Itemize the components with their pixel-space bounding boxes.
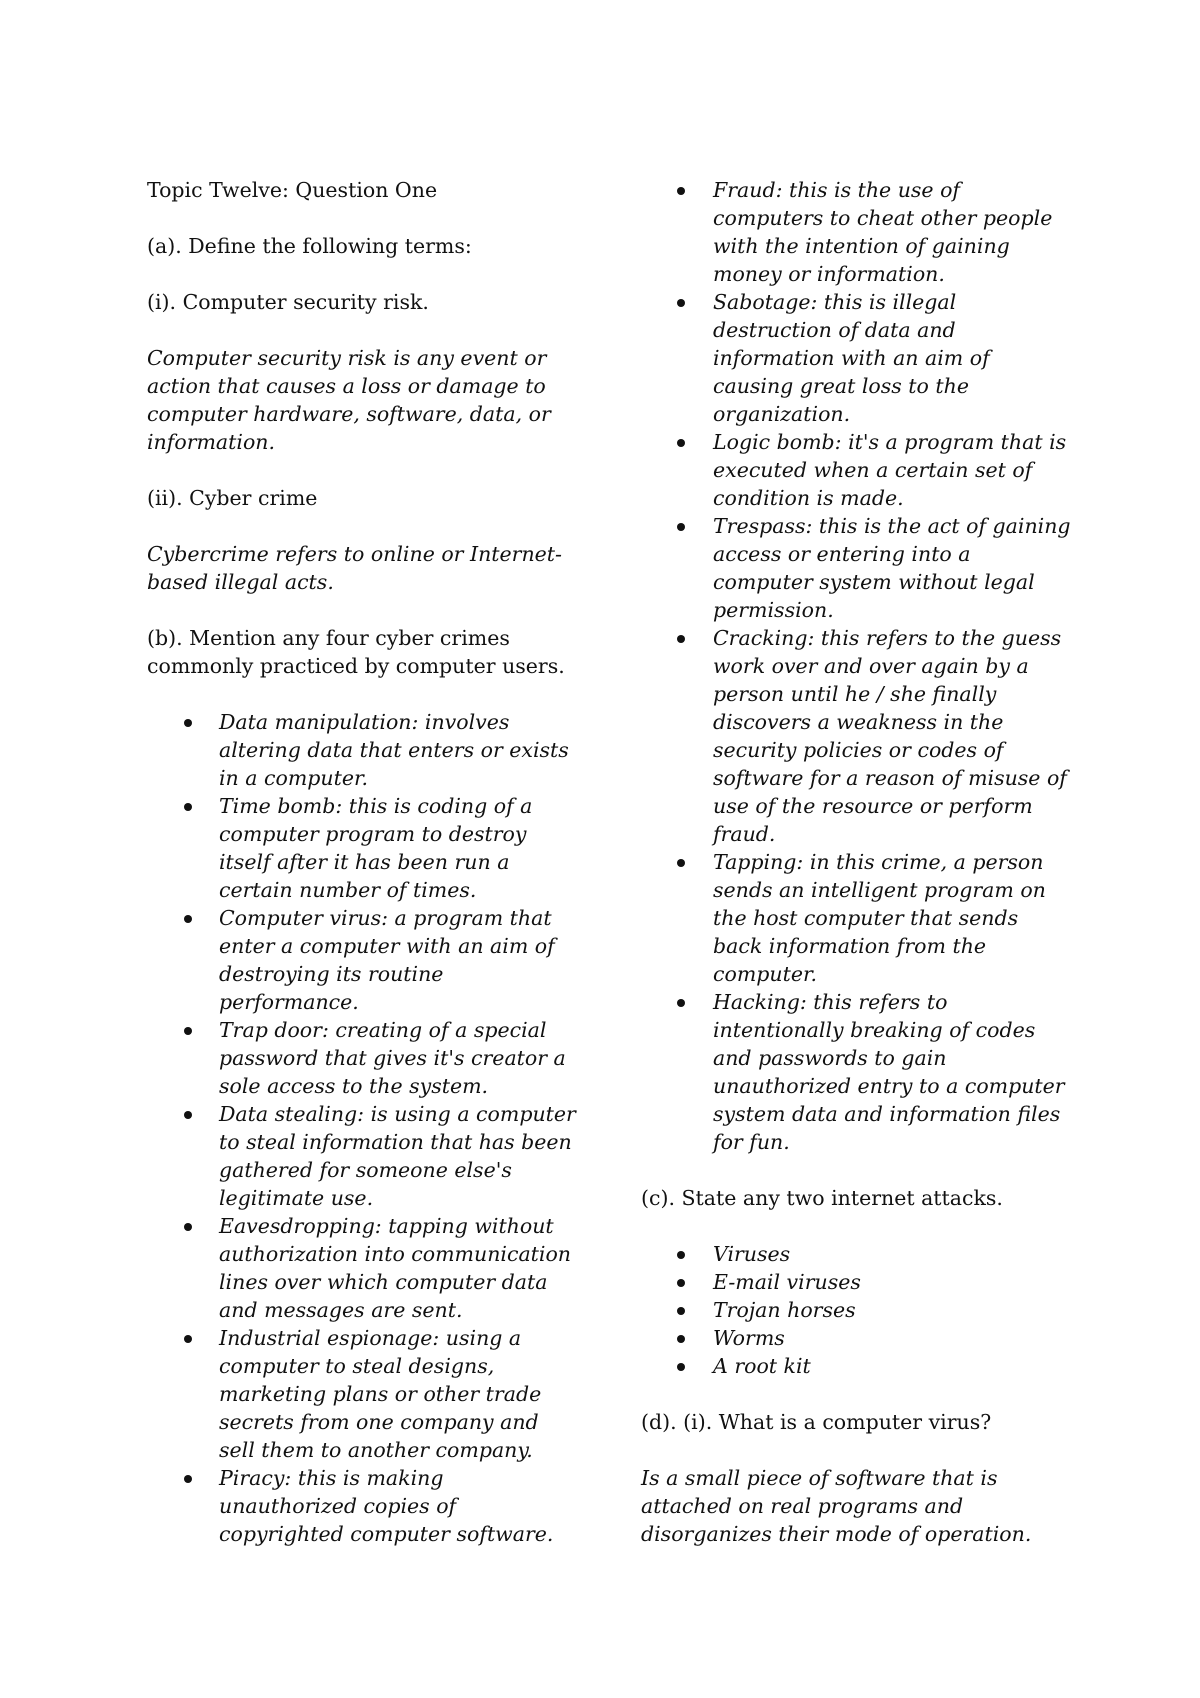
list-item-text: Industrial espionage: using a computer to steal designs, marketing plans or other trade secrets from one company and sell them to another company. bbox=[219, 1326, 542, 1462]
question-a-ii-answer: Cybercrime refers to online or Internet-based illegal acts. bbox=[147, 542, 562, 594]
bullet-icon bbox=[677, 439, 685, 447]
bullet-icon bbox=[677, 1363, 685, 1371]
list-item-text: Data manipulation: involves altering data that enters or exists in a computer. bbox=[219, 710, 569, 790]
list-item-text: Fraud: this is the use of computers to cheat other people with the intention of gaining money or information. bbox=[713, 178, 1053, 286]
list-item bbox=[641, 1324, 1071, 1352]
list-item bbox=[641, 1240, 1071, 1268]
bullet-icon bbox=[184, 1027, 192, 1035]
question-c-heading: (c). State any two internet attacks. bbox=[641, 1186, 1003, 1210]
list-item bbox=[641, 176, 1071, 288]
bullet-icon bbox=[677, 1335, 685, 1343]
cyber-crimes-list-continued bbox=[641, 176, 1071, 1156]
list-item-text: Sabotage: this is illegal destruction of data and information with an aim of causing great loss to the organization. bbox=[713, 290, 990, 426]
bullet-icon bbox=[677, 523, 685, 531]
list-item-text: Computer virus: a program that enter a computer with an aim of destroying its routine performance. bbox=[219, 906, 555, 1014]
bullet-icon bbox=[184, 719, 192, 727]
list-item-text: Worms bbox=[713, 1326, 785, 1350]
cyber-crimes-list bbox=[147, 708, 577, 1548]
bullet-icon bbox=[184, 915, 192, 923]
list-item bbox=[641, 512, 1071, 624]
list-item-text: Cracking: this refers to the guess work over and over again by a person until he / she finally discovers a weakness in the security policies or codes of software for a reason of misuse of use of the resource or perform fraud. bbox=[713, 626, 1067, 846]
list-item-text: Trap door: creating of a special password that gives it's creator a sole access to the system. bbox=[219, 1018, 566, 1098]
list-item bbox=[147, 792, 577, 904]
bullet-icon bbox=[677, 859, 685, 867]
list-item-text: Trojan horses bbox=[713, 1298, 856, 1322]
bullet-icon bbox=[677, 1279, 685, 1287]
left-column bbox=[147, 176, 577, 1576]
list-item-text: Viruses bbox=[713, 1242, 791, 1266]
question-a-i-heading: (i). Computer security risk. bbox=[147, 290, 429, 314]
list-item bbox=[641, 848, 1071, 988]
list-item-text: Eavesdropping: tapping without authorization into communication lines over which computer data and messages are sent. bbox=[219, 1214, 572, 1322]
list-item bbox=[147, 1016, 577, 1100]
question-b-heading: (b). Mention any four cyber crimes commonly practiced by computer users. bbox=[147, 626, 565, 678]
list-item bbox=[147, 904, 577, 1016]
question-d-heading: (d). (i). What is a computer virus? bbox=[641, 1410, 992, 1434]
list-item-text: Logic bomb: it's a program that is executed when a certain set of condition is made. bbox=[713, 430, 1067, 510]
list-item-text: Trespass: this is the act of gaining access or entering into a computer system without legal permission. bbox=[713, 514, 1071, 622]
list-item-text: Piracy: this is making unauthorized copies of copyrighted computer software. bbox=[219, 1466, 554, 1546]
bullet-icon bbox=[677, 1251, 685, 1259]
question-d-answer: Is a small piece of software that is attached on real programs and disorganizes their mode of operation. bbox=[641, 1466, 1032, 1546]
list-item-text: Time bomb: this is coding of a computer program to destroy itself after it has been run a certain number of times. bbox=[219, 794, 533, 902]
list-item bbox=[641, 428, 1071, 512]
list-item bbox=[641, 988, 1071, 1156]
bullet-icon bbox=[184, 803, 192, 811]
list-item bbox=[147, 1324, 577, 1464]
right-column bbox=[641, 176, 1071, 1576]
bullet-icon bbox=[677, 635, 685, 643]
topic-title: Topic Twelve: Question One bbox=[147, 178, 438, 202]
list-item-text: Data stealing: is using a computer to steal information that has been gathered for someone else's legitimate use. bbox=[219, 1102, 576, 1210]
list-item bbox=[641, 624, 1071, 848]
question-a-heading: (a). Define the following terms: bbox=[147, 234, 472, 258]
question-a-ii-heading: (ii). Cyber crime bbox=[147, 486, 318, 510]
bullet-icon bbox=[184, 1335, 192, 1343]
list-item bbox=[641, 1268, 1071, 1296]
list-item-text: Tapping: in this crime, a person sends an intelligent program on the host computer that sends back information from the computer. bbox=[713, 850, 1046, 986]
bullet-icon bbox=[184, 1111, 192, 1119]
bullet-icon bbox=[184, 1475, 192, 1483]
list-item-text: A root kit bbox=[713, 1354, 811, 1378]
question-a-i-answer: Computer security risk is any event or action that causes a loss or damage to computer hardware, software, data, or information. bbox=[147, 346, 551, 454]
list-item bbox=[147, 1100, 577, 1212]
list-item bbox=[641, 1296, 1071, 1324]
list-item bbox=[147, 1212, 577, 1324]
bullet-icon bbox=[677, 1307, 685, 1315]
list-item-text: Hacking: this refers to intentionally breaking of codes and passwords to gain unauthorized entry to a computer system data and information files for fun. bbox=[713, 990, 1065, 1154]
bullet-icon bbox=[677, 187, 685, 195]
bullet-icon bbox=[677, 999, 685, 1007]
list-item bbox=[641, 1352, 1071, 1380]
list-item bbox=[147, 708, 577, 792]
bullet-icon bbox=[677, 299, 685, 307]
list-item bbox=[147, 1464, 577, 1548]
internet-attacks-list bbox=[641, 1240, 1071, 1380]
bullet-icon bbox=[184, 1223, 192, 1231]
list-item bbox=[641, 288, 1071, 428]
list-item-text: E-mail viruses bbox=[713, 1270, 861, 1294]
